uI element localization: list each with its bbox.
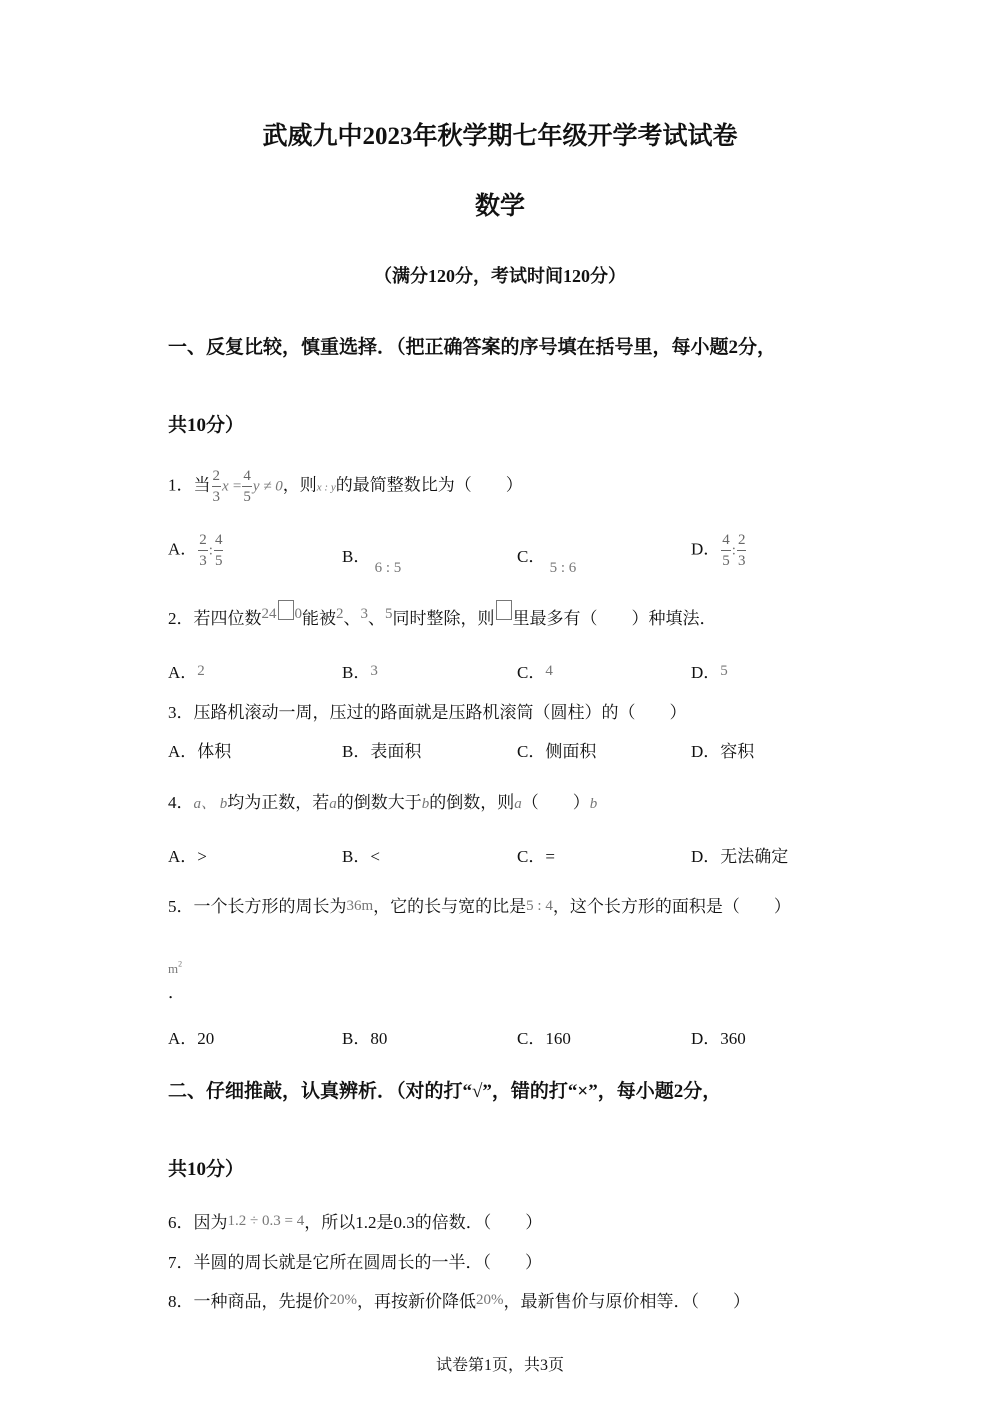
q5-option-a[interactable]: A．20 <box>168 1029 215 1048</box>
question-2 <box>168 600 717 629</box>
section-1-heading-line2: 共10分） <box>168 415 245 436</box>
q2-divisor-2: 2 <box>336 606 344 622</box>
q5-prefix: 5．一个长方形的周长为 <box>168 897 347 916</box>
q5-unit-base: m <box>168 961 179 976</box>
q1-f2-den: 5 <box>243 489 251 505</box>
q1-option-d[interactable] <box>691 530 747 571</box>
q4-option-a[interactable]: A．> <box>168 847 207 866</box>
q1-fraction-1 <box>212 466 222 507</box>
q2-option-a[interactable] <box>168 658 205 683</box>
q1-option-c[interactable] <box>517 542 576 577</box>
option-label: D． <box>691 663 721 682</box>
option-label: C． <box>517 663 546 682</box>
q1-f2-num: 4 <box>242 466 252 487</box>
q2-divisor-3: 3 <box>360 606 368 622</box>
subject-title: 数学 <box>474 193 525 220</box>
q4-var-b: b <box>589 796 598 812</box>
q3-option-b[interactable]: B．表面积 <box>342 742 422 761</box>
q1-f1-den: 3 <box>212 489 220 505</box>
q4-answer-paren: （ ） <box>521 793 590 812</box>
q1-a-fraction-1 <box>198 530 208 571</box>
q5-option-d[interactable]: D．360 <box>691 1029 746 1048</box>
q2-text-2: 同时整除，则 <box>392 609 495 628</box>
option-label: A． <box>168 539 198 559</box>
q1-a-fraction-2 <box>214 530 224 571</box>
option-label: C． <box>517 547 546 566</box>
q1-eq: = <box>232 478 242 495</box>
option-label: B． <box>342 547 371 566</box>
q4-text-2: 的倒数大于 <box>336 793 422 812</box>
question-1 <box>168 466 523 507</box>
q1-option-b[interactable] <box>342 542 401 577</box>
q1-x: x <box>222 478 229 495</box>
q4-option-d[interactable]: D．无法确定 <box>691 847 789 866</box>
q1-f1-num: 2 <box>212 466 222 487</box>
exam-title: 武威九中2023年秋学期七年级开学考试试卷 <box>262 123 738 150</box>
colon: : <box>731 542 736 559</box>
option-value: 4 <box>545 663 553 679</box>
question-7: 7．半圆的周长就是它所在圆周长的一半．（ ） <box>168 1253 542 1272</box>
blank-box-icon <box>278 600 294 620</box>
question-5 <box>168 892 791 917</box>
q4-option-c[interactable]: C．= <box>517 847 555 866</box>
frac-num: 4 <box>214 530 224 551</box>
option-value: 5 : 6 <box>549 560 577 576</box>
q3-option-c[interactable]: C．侧面积 <box>517 742 597 761</box>
q1-d-fraction-1 <box>721 530 731 571</box>
frac-den: 3 <box>199 553 207 569</box>
q2-option-d[interactable] <box>691 658 728 683</box>
q5-option-b[interactable]: B．80 <box>342 1029 388 1048</box>
q2-number-part-a: 24 <box>261 606 277 622</box>
q2-option-c[interactable] <box>517 658 553 683</box>
option-label: B． <box>342 663 371 682</box>
q6-expression: 1.2 ÷ 0.3 = 4 <box>227 1213 305 1229</box>
frac-den: 5 <box>722 553 730 569</box>
blank-box-icon <box>496 600 512 620</box>
option-value: 5 <box>720 663 728 679</box>
q2-sep: 、 <box>343 609 361 628</box>
option-value: 3 <box>370 663 378 679</box>
q1-d-fraction-2 <box>737 530 747 571</box>
q5-period: ． <box>168 983 185 1002</box>
q5-perimeter: 36m <box>346 898 374 914</box>
option-value: 6 : 5 <box>374 560 402 576</box>
colon: : <box>208 542 213 559</box>
q8-mid: ，再按新价降低 <box>357 1292 476 1311</box>
q1-suffix: 的最简整数比为（ ） <box>335 475 523 495</box>
q3-option-d[interactable]: D．容积 <box>691 742 755 761</box>
frac-den: 5 <box>214 553 223 569</box>
page-footer: 试卷第1页，共3页 <box>435 1357 564 1374</box>
question-6 <box>168 1208 542 1233</box>
q4-text-3: 的倒数，则 <box>429 793 515 812</box>
q4-option-b[interactable]: B．< <box>342 847 380 866</box>
q1-prefix: 1．当 <box>168 475 211 495</box>
q2-number-part-b: 0 <box>294 606 302 622</box>
q5-text-1: ，它的长与宽的比是 <box>373 897 527 916</box>
q5-unit-exp: 2 <box>178 959 183 969</box>
section-2-heading-line1: 二、仔细推敲，认真辨析．（对的打“√”，错的打“×”，每小题2分， <box>168 1081 722 1102</box>
q5-ratio: 5 : 4 <box>526 898 553 914</box>
q2-sep: 、 <box>368 609 385 628</box>
q2-text-1: 能被 <box>302 609 336 628</box>
q8-percent-2: 20% <box>476 1292 504 1308</box>
q6-suffix: ，所以1.2是0.3的倍数．（ ） <box>304 1213 543 1232</box>
q5-unit <box>168 958 185 1003</box>
exam-note: （满分120分，考试时间120分） <box>374 266 626 286</box>
section-1-heading-line1: 一、反复比较，慎重选择．（把正确答案的序号填在括号里，每小题2分， <box>168 337 777 358</box>
q1-mid: ，则 <box>282 475 317 495</box>
option-label: D． <box>691 539 721 559</box>
q4-var-a: a <box>329 796 337 812</box>
frac-num: 4 <box>721 530 731 551</box>
q8-prefix: 8．一种商品，先提价 <box>168 1292 330 1311</box>
option-value: 2 <box>197 663 205 679</box>
q6-prefix: 6．因为 <box>168 1213 228 1232</box>
q2-text-3: 里最多有（ ）种填法． <box>512 609 717 628</box>
q4-text-1: 均为正数，若 <box>227 793 330 812</box>
q8-percent-1: 20% <box>329 1292 357 1308</box>
option-label: A． <box>168 663 198 682</box>
frac-num: 2 <box>198 530 208 551</box>
section-2-heading-line2: 共10分） <box>168 1159 245 1180</box>
q2-prefix: 2．若四位数 <box>168 609 262 628</box>
q5-option-c[interactable]: C．160 <box>517 1029 571 1048</box>
question-3: 3．压路机滚动一周，压过的路面就是压路机滚筒（圆柱）的（ ） <box>168 703 687 722</box>
q2-divisor-5: 5 <box>385 606 393 622</box>
frac-num: 2 <box>737 530 747 551</box>
q4-var-a: a <box>514 796 522 812</box>
q3-option-a[interactable]: A．体积 <box>168 742 232 761</box>
frac-den: 3 <box>737 553 746 569</box>
q2-option-b[interactable] <box>342 658 378 683</box>
question-4 <box>168 788 597 813</box>
q4-prefix: 4． <box>168 793 194 812</box>
q4-vars: a、 b <box>193 796 228 812</box>
q4-var-b: b <box>421 796 430 812</box>
q1-y-ne-zero: y ≠ 0 <box>252 478 283 495</box>
q1-option-a[interactable] <box>168 530 224 571</box>
question-8 <box>168 1287 750 1312</box>
q1-fraction-2 <box>242 466 252 507</box>
q1-ratio: x : y <box>316 481 336 494</box>
q8-suffix: ，最新售价与原价相等．（ ） <box>503 1292 750 1311</box>
q5-text-2: ，这个长方形的面积是（ ） <box>552 897 791 916</box>
